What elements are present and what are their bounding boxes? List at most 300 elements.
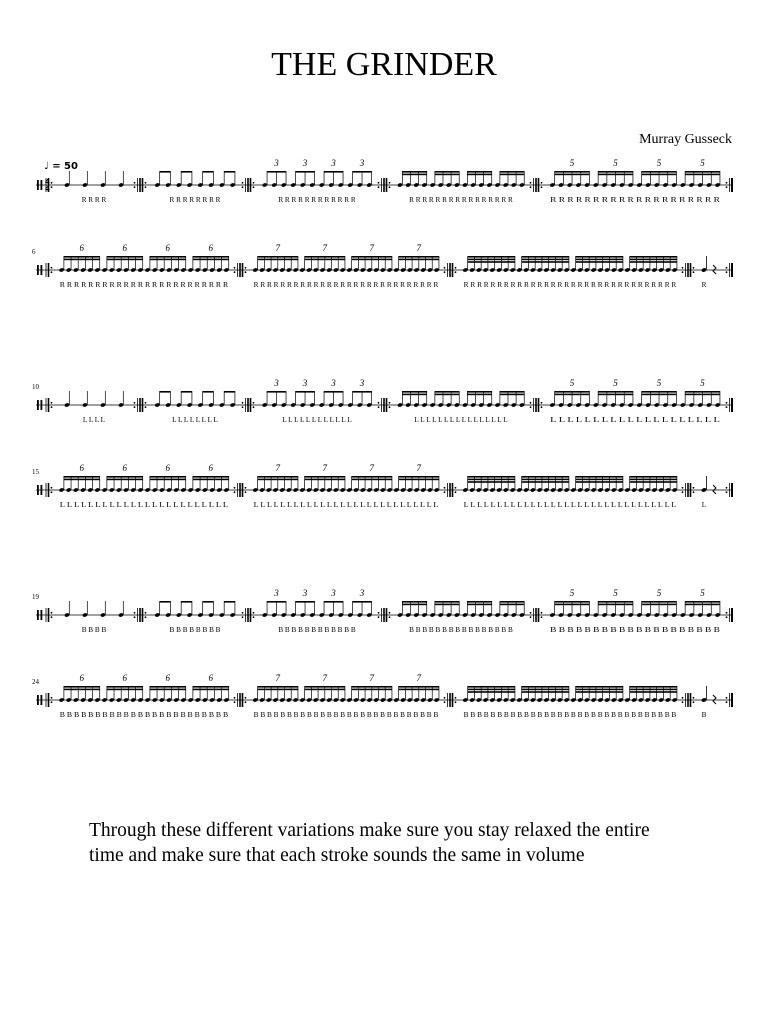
repeat-dot xyxy=(134,406,136,408)
beam xyxy=(203,391,214,393)
beam xyxy=(64,259,100,261)
beam xyxy=(399,476,439,478)
sticking-label: B xyxy=(701,711,707,719)
beam xyxy=(150,479,186,481)
beam xyxy=(598,604,633,606)
repeat-dot xyxy=(134,402,136,404)
percussion-clef xyxy=(37,695,39,705)
beam xyxy=(576,259,623,261)
page-title: THE GRINDER xyxy=(271,46,497,83)
repeat-dot xyxy=(444,697,446,699)
tuplet-number: 7 xyxy=(275,243,281,253)
tuplet-number: 3 xyxy=(302,588,308,598)
sticking-label: L L L L L L L L L L L L L L L L L L L L L L L L xyxy=(59,501,229,509)
repeat-dot xyxy=(253,402,255,404)
beam xyxy=(522,689,569,691)
sticking-label: R R R R R R R R R R R R R R R R R R R R xyxy=(550,196,721,204)
repeat-dot xyxy=(253,186,255,188)
sticking-label: R R R R R R R R R R R R R R R R R R R R R R R R R R R R xyxy=(253,281,439,289)
repeat-dot xyxy=(693,487,695,489)
beam xyxy=(500,171,524,173)
sticking-label: L L L L L L L L L L L L L L L L xyxy=(414,416,508,424)
beam xyxy=(467,174,491,176)
tuplet-number: 7 xyxy=(275,673,281,683)
beam xyxy=(576,476,623,478)
repeat-dot xyxy=(455,701,457,703)
beam xyxy=(353,601,372,603)
beam xyxy=(305,256,345,258)
repeat-dot xyxy=(253,612,255,614)
beam xyxy=(555,394,590,396)
beam xyxy=(402,601,426,603)
beam xyxy=(352,689,392,691)
beam xyxy=(193,476,229,478)
beam xyxy=(642,601,677,603)
repeat-dot xyxy=(444,701,446,703)
percussion-clef xyxy=(41,610,43,620)
tuplet-number: 5 xyxy=(700,378,705,388)
measure-number: 15 xyxy=(32,468,39,476)
repeat-dot xyxy=(242,182,244,184)
repeat-dot xyxy=(726,487,728,489)
sticking-label: L L L L L L L L L L L L xyxy=(282,416,352,424)
beam xyxy=(500,394,524,396)
beam xyxy=(107,479,143,481)
repeat-dot xyxy=(541,616,543,618)
repeat-dot xyxy=(444,487,446,489)
beam xyxy=(324,171,343,173)
repeat-dot xyxy=(245,697,247,699)
beam xyxy=(267,391,286,393)
beam xyxy=(305,479,345,481)
beam xyxy=(352,476,392,478)
beam xyxy=(576,481,623,483)
beam xyxy=(258,686,298,688)
repeat-dot xyxy=(234,491,236,493)
repeat-dot xyxy=(51,612,53,614)
tempo-marking: ♩ = 50 xyxy=(44,161,78,172)
beam xyxy=(107,476,143,478)
repeat-dot xyxy=(389,616,391,618)
beam xyxy=(150,259,186,261)
tuplet-number: 5 xyxy=(569,378,575,388)
repeat-dot xyxy=(389,186,391,188)
repeat-dot xyxy=(530,612,532,614)
repeat-dot xyxy=(134,616,136,618)
repeat-dot xyxy=(145,406,147,408)
sticking-label: R R R R R R R R R R R R R R R R R R R R R R R R xyxy=(59,281,229,289)
tuplet-number: 7 xyxy=(369,243,375,253)
beam xyxy=(642,604,677,606)
beam xyxy=(224,171,235,173)
tuplet-number: 6 xyxy=(79,673,85,683)
repeat-dot xyxy=(245,271,247,273)
repeat-dot xyxy=(541,612,543,614)
beam xyxy=(402,174,426,176)
tuplet-number: 7 xyxy=(369,673,375,683)
repeat-dot xyxy=(693,491,695,493)
tuplet-number: 6 xyxy=(122,673,128,683)
repeat-dot xyxy=(145,186,147,188)
beam xyxy=(353,171,372,173)
repeat-dot xyxy=(234,701,236,703)
beam xyxy=(576,689,623,691)
beam xyxy=(324,391,343,393)
beam xyxy=(435,391,459,393)
beam xyxy=(399,256,439,258)
beam xyxy=(576,261,623,263)
beam xyxy=(630,256,677,258)
beam xyxy=(522,481,569,483)
repeat-dot xyxy=(726,406,728,408)
beam xyxy=(352,479,392,481)
beam xyxy=(258,476,298,478)
beam xyxy=(193,256,229,258)
beam xyxy=(555,174,590,176)
beam xyxy=(468,481,515,483)
beam xyxy=(305,259,345,261)
tuplet-number: 6 xyxy=(79,463,85,473)
beam xyxy=(467,604,491,606)
tuplet-number: 5 xyxy=(700,588,705,598)
beam xyxy=(576,691,623,693)
beam xyxy=(352,256,392,258)
repeat-dot xyxy=(145,616,147,618)
tuplet-number: 3 xyxy=(302,158,308,168)
repeat-dot xyxy=(444,271,446,273)
beam xyxy=(435,174,459,176)
tuplet-number: 5 xyxy=(613,588,618,598)
beam xyxy=(107,689,143,691)
repeat-dot xyxy=(378,182,380,184)
beam xyxy=(630,481,677,483)
repeat-dot xyxy=(726,271,728,273)
beam xyxy=(522,256,569,258)
repeat-dot xyxy=(693,697,695,699)
beam xyxy=(258,256,298,258)
repeat-dot xyxy=(444,491,446,493)
tuplet-number: 7 xyxy=(322,673,328,683)
beam xyxy=(64,256,100,258)
repeat-dot xyxy=(530,406,532,408)
repeat-dot xyxy=(234,267,236,269)
beam xyxy=(181,601,192,603)
repeat-dot xyxy=(530,186,532,188)
repeat-dot xyxy=(726,186,728,188)
repeat-dot xyxy=(530,402,532,404)
beam xyxy=(642,174,677,176)
sticking-label: L L L L L L L L L L L L L L L L L L L L xyxy=(550,416,720,424)
repeat-dot xyxy=(693,271,695,273)
repeat-dot xyxy=(242,406,244,408)
beam xyxy=(435,601,459,603)
beam xyxy=(267,171,286,173)
beam xyxy=(224,391,235,393)
beam xyxy=(468,686,515,688)
beam xyxy=(468,259,515,261)
repeat-dot xyxy=(455,491,457,493)
tuplet-number: 6 xyxy=(122,243,128,253)
beam xyxy=(598,391,633,393)
beam xyxy=(642,171,677,173)
rest xyxy=(713,485,716,494)
sticking-label: B B B B B B B B B B B B B B B B B B B B xyxy=(550,626,721,634)
beam xyxy=(467,171,491,173)
beam xyxy=(598,171,633,173)
repeat-dot xyxy=(245,491,247,493)
repeat-dot xyxy=(682,267,684,269)
rest xyxy=(713,265,716,274)
percussion-clef xyxy=(37,400,39,410)
tuplet-number: 7 xyxy=(369,463,375,473)
beam xyxy=(203,171,214,173)
beam xyxy=(324,601,343,603)
sticking-label: R xyxy=(701,281,707,289)
tuplet-number: 6 xyxy=(165,463,171,473)
sticking-label: R R R R R R R R xyxy=(169,196,221,204)
beam xyxy=(468,476,515,478)
beam xyxy=(399,479,439,481)
beam xyxy=(555,171,590,173)
percussion-clef xyxy=(41,695,43,705)
sticking-label: R R R R R R R R R R R R xyxy=(278,196,356,204)
sticking-label: B B B B B B B B B B B B B B B B xyxy=(409,626,513,634)
beam xyxy=(435,394,459,396)
repeat-dot xyxy=(51,406,53,408)
repeat-dot xyxy=(51,186,53,188)
tuplet-number: 7 xyxy=(416,243,422,253)
percussion-clef xyxy=(37,485,39,495)
repeat-dot xyxy=(51,491,53,493)
beam xyxy=(435,604,459,606)
beam xyxy=(522,476,569,478)
repeat-dot xyxy=(51,182,53,184)
repeat-dot xyxy=(389,612,391,614)
tuplet-number: 5 xyxy=(656,158,662,168)
repeat-dot xyxy=(455,697,457,699)
beam xyxy=(64,686,100,688)
repeat-dot xyxy=(245,701,247,703)
repeat-dot xyxy=(245,487,247,489)
percussion-clef xyxy=(37,265,39,275)
beam xyxy=(150,686,186,688)
sticking-label: B B B B B B B B B B B B xyxy=(278,626,356,634)
tuplet-number: 5 xyxy=(700,158,705,168)
repeat-dot xyxy=(389,406,391,408)
tuplet-number: 5 xyxy=(569,158,575,168)
beam xyxy=(522,686,569,688)
repeat-dot xyxy=(455,267,457,269)
measure-number: 10 xyxy=(32,383,39,391)
repeat-dot xyxy=(378,612,380,614)
repeat-dot xyxy=(682,487,684,489)
beam xyxy=(160,601,171,603)
repeat-dot xyxy=(726,182,728,184)
beam xyxy=(630,686,677,688)
repeat-dot xyxy=(693,267,695,269)
tuplet-number: 6 xyxy=(208,243,214,253)
beam xyxy=(399,686,439,688)
beam xyxy=(402,394,426,396)
beam xyxy=(305,689,345,691)
beam xyxy=(150,476,186,478)
beam xyxy=(576,256,623,258)
sticking-label: L L L L L L L L L L L L L L L L L L L L L L L L L L L L xyxy=(253,501,439,509)
tuplet-number: 7 xyxy=(322,463,328,473)
repeat-dot xyxy=(145,612,147,614)
repeat-dot xyxy=(242,612,244,614)
beam xyxy=(630,261,677,263)
beam xyxy=(267,601,286,603)
repeat-dot xyxy=(726,402,728,404)
repeat-dot xyxy=(242,186,244,188)
repeat-dot xyxy=(389,182,391,184)
beam xyxy=(296,171,315,173)
repeat-dot xyxy=(134,182,136,184)
repeat-dot xyxy=(234,271,236,273)
beam xyxy=(107,259,143,261)
beam xyxy=(352,259,392,261)
beam xyxy=(500,391,524,393)
tuplet-number: 7 xyxy=(322,243,328,253)
repeat-dot xyxy=(145,182,147,184)
repeat-dot xyxy=(389,402,391,404)
beam xyxy=(630,476,677,478)
beam xyxy=(296,601,315,603)
beam xyxy=(598,394,633,396)
repeat-dot xyxy=(378,402,380,404)
sticking-label: L L L L xyxy=(82,416,106,424)
measure-number: 6 xyxy=(32,248,36,256)
repeat-dot xyxy=(682,271,684,273)
beam xyxy=(468,256,515,258)
percussion-clef xyxy=(41,265,43,275)
repeat-dot xyxy=(378,406,380,408)
tuplet-number: 5 xyxy=(613,378,618,388)
beam xyxy=(576,479,623,481)
beam xyxy=(107,256,143,258)
repeat-dot xyxy=(444,267,446,269)
tuplet-number: 3 xyxy=(331,158,336,168)
beam xyxy=(353,391,372,393)
percussion-clef xyxy=(41,485,43,495)
beam xyxy=(402,604,426,606)
repeat-dot xyxy=(134,186,136,188)
sticking-label: R R R R xyxy=(81,196,107,204)
percussion-clef xyxy=(41,180,43,190)
beam xyxy=(598,601,633,603)
repeat-dot xyxy=(726,612,728,614)
beam xyxy=(685,394,720,396)
beam xyxy=(305,476,345,478)
repeat-dot xyxy=(242,616,244,618)
repeat-dot xyxy=(455,487,457,489)
beam xyxy=(160,171,171,173)
repeat-dot xyxy=(726,697,728,699)
beam xyxy=(576,686,623,688)
beam xyxy=(642,394,677,396)
sticking-label: R R R R R R R R R R R R R R R R xyxy=(409,196,513,204)
tuplet-number: 7 xyxy=(416,673,422,683)
sticking-label: L xyxy=(701,501,707,509)
measure-number: 19 xyxy=(32,593,39,601)
tuplet-number: 5 xyxy=(656,588,662,598)
sticking-label: B B B B B B B B B B B B B B B B B B B B B B B B B B B B B B B B xyxy=(463,711,677,719)
tuplet-number: 5 xyxy=(569,588,575,598)
repeat-dot xyxy=(51,271,53,273)
repeat-dot xyxy=(51,267,53,269)
composer: Murray Gusseck xyxy=(639,132,732,147)
repeat-dot xyxy=(253,182,255,184)
repeat-dot xyxy=(541,186,543,188)
beam xyxy=(224,601,235,603)
repeat-dot xyxy=(682,697,684,699)
time-signature: 4 xyxy=(45,185,50,193)
repeat-dot xyxy=(726,701,728,703)
percussion-clef xyxy=(37,180,39,190)
beam xyxy=(500,601,524,603)
beam xyxy=(500,174,524,176)
sticking-label: B B B B B B B B B B B B B B B B B B B B B B B B B B B B xyxy=(253,711,439,719)
repeat-dot xyxy=(541,182,543,184)
beam xyxy=(193,479,229,481)
beam xyxy=(64,689,100,691)
repeat-dot xyxy=(530,182,532,184)
repeat-dot xyxy=(245,267,247,269)
rest xyxy=(713,695,716,704)
beam xyxy=(685,391,720,393)
beam xyxy=(399,689,439,691)
beam xyxy=(181,391,192,393)
tuplet-number: 6 xyxy=(165,673,171,683)
repeat-dot xyxy=(134,612,136,614)
beam xyxy=(555,391,590,393)
beam xyxy=(630,479,677,481)
repeat-dot xyxy=(234,697,236,699)
beam xyxy=(64,476,100,478)
beam xyxy=(107,686,143,688)
beam xyxy=(150,256,186,258)
beam xyxy=(258,479,298,481)
tuplet-number: 3 xyxy=(302,378,308,388)
beam xyxy=(258,259,298,261)
tuplet-number: 6 xyxy=(208,463,214,473)
beam xyxy=(193,689,229,691)
sticking-label: L L L L L L L L L L L L L L L L L L L L L L L L L L L L L L L L xyxy=(463,501,677,509)
beam xyxy=(203,601,214,603)
beam xyxy=(193,686,229,688)
beam xyxy=(642,391,677,393)
repeat-dot xyxy=(541,402,543,404)
sticking-label: R R R R R R R R R R R R R R R R R R R R R R R R R R R R R R R R xyxy=(463,281,677,289)
sticking-label: L L L L L L L L xyxy=(172,416,218,424)
repeat-dot xyxy=(145,402,147,404)
beam xyxy=(598,174,633,176)
beam xyxy=(685,601,720,603)
beam xyxy=(64,479,100,481)
beam xyxy=(352,686,392,688)
sticking-label: B B B B B B B B B B B B B B B B B B B B B B B B xyxy=(59,711,229,719)
tuplet-number: 5 xyxy=(613,158,618,168)
beam xyxy=(467,394,491,396)
repeat-dot xyxy=(51,616,53,618)
tuplet-number: 6 xyxy=(79,243,85,253)
tuplet-number: 7 xyxy=(416,463,422,473)
performance-note: Through these different variations make sure you stay relaxed the entire time and make sure that each stroke sounds the same in volume xyxy=(89,820,650,866)
repeat-dot xyxy=(682,701,684,703)
repeat-dot xyxy=(726,491,728,493)
tuplet-number: 3 xyxy=(274,158,279,168)
